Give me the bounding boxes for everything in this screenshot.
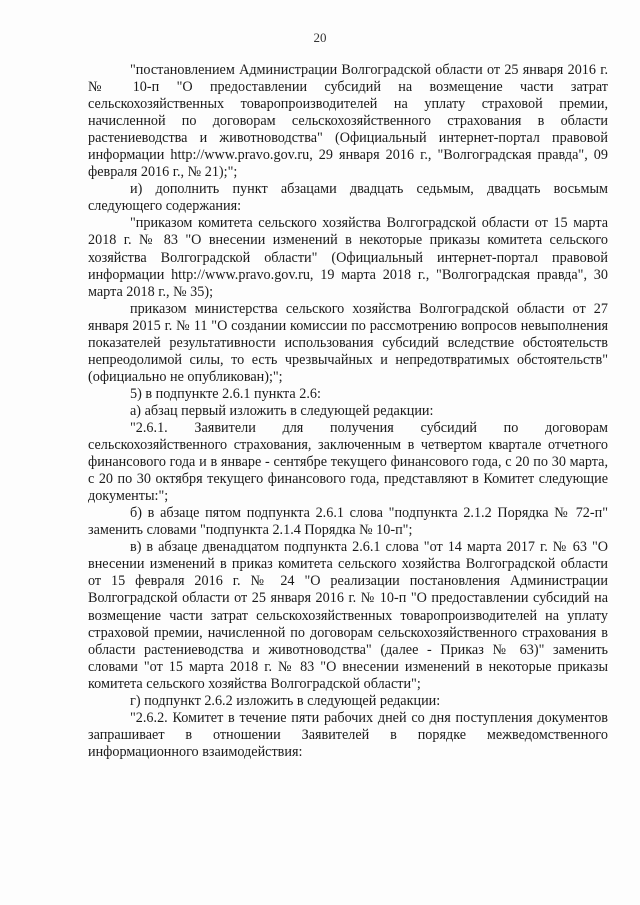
paragraph: а) абзац первый изложить в следующей редакции:	[130, 402, 434, 419]
paragraph: "2.6.2. Комитет в течение пяти рабочих дней со дня поступления документов запрашивает в отношении Заявителей в порядке межведомственного информационного взаимодействия:	[88, 709, 608, 760]
paragraph: б) в абзаце пятом подпункта 2.6.1 слова "подпункта 2.1.2 Порядка № 72-п" заменить словами "подпункта 2.1.4 Порядка № 10-п";	[88, 505, 608, 539]
paragraph: приказом министерства сельского хозяйства Волгоградской области от 27 января 2015 г. № 11 "О создании комиссии по рассмотрению вопросов невыполнения показателей результативности использования субсидий вследствие обстоятельств непреодолимой силы, то есть чрезвычайных и непредотвратимых обстоятельств" (официально не опубликован);";	[88, 300, 608, 385]
page-number: 20	[313, 30, 327, 45]
paragraph: и) дополнить пункт абзацами двадцать седьмым, двадцать восьмым следующего содержания:	[88, 181, 608, 215]
paragraph: "2.6.1. Заявители для получения субсидий по договорам сельскохозяйственного страхования, заключенным в четвертом квартале отчетного финансового года и в январе - сентябре текущего финансового года, с 20 по 30 марта, с 20 по 30 октября текущего финансового года, представляют в Комитет следующие документы:";	[88, 419, 608, 505]
document-body	[88, 62, 608, 761]
paragraph: "приказом комитета сельского хозяйства Волгоградской области от 15 марта 2018 г. № 83 "О внесении изменений в некоторые приказы комитета сельского хозяйства Волгоградской области" (Официальный интернет-портал правовой информации http://www.pravo.gov.ru, 19 марта 2018 г., "Волгоградская правда", 30 марта 2018 г., № 35);	[88, 215, 608, 300]
paragraph: в) в абзаце двенадцатом подпункта 2.6.1 слова "от 14 марта 2017 г. № 63 "О внесении изменений в приказ комитета сельского хозяйства Волгоградской области от 15 февраля 2016 г. № 24 "О реализации постановления Администрации Волгоградской области от 25 января 2016 г. № 10-п "О предоставлении субсидий на возмещение части затрат сельскохозяйственных товаропроизводителей на уплату страховой премии, начисленной по договорам сельскохозяйственного страхования в области растениеводства и животноводства" (далее - Приказ № 63)" заменить словами "от 15 марта 2018 г. № 83 "О внесении изменений в некоторые приказы комитета сельского хозяйства Волгоградской области";	[88, 539, 608, 692]
paragraph: "постановлением Администрации Волгоградской области от 25 января 2016 г. № 10-п "О предоставлении субсидий на возмещение части затрат сельскохозяйственных товаропроизводителей на уплату страховой премии, начисленной по договорам сельскохозяйственного страхования в области растениеводства и животноводства" (Официальный интернет-портал правовой информации http://www.pravo.gov.ru, 29 января 2016 г., "Волгоградская правда", 09 февраля 2016 г., № 21);";	[88, 62, 608, 181]
paragraph: г) подпункт 2.6.2 изложить в следующей редакции:	[130, 692, 441, 709]
paragraph: 5) в подпункте 2.6.1 пункта 2.6:	[130, 385, 321, 402]
